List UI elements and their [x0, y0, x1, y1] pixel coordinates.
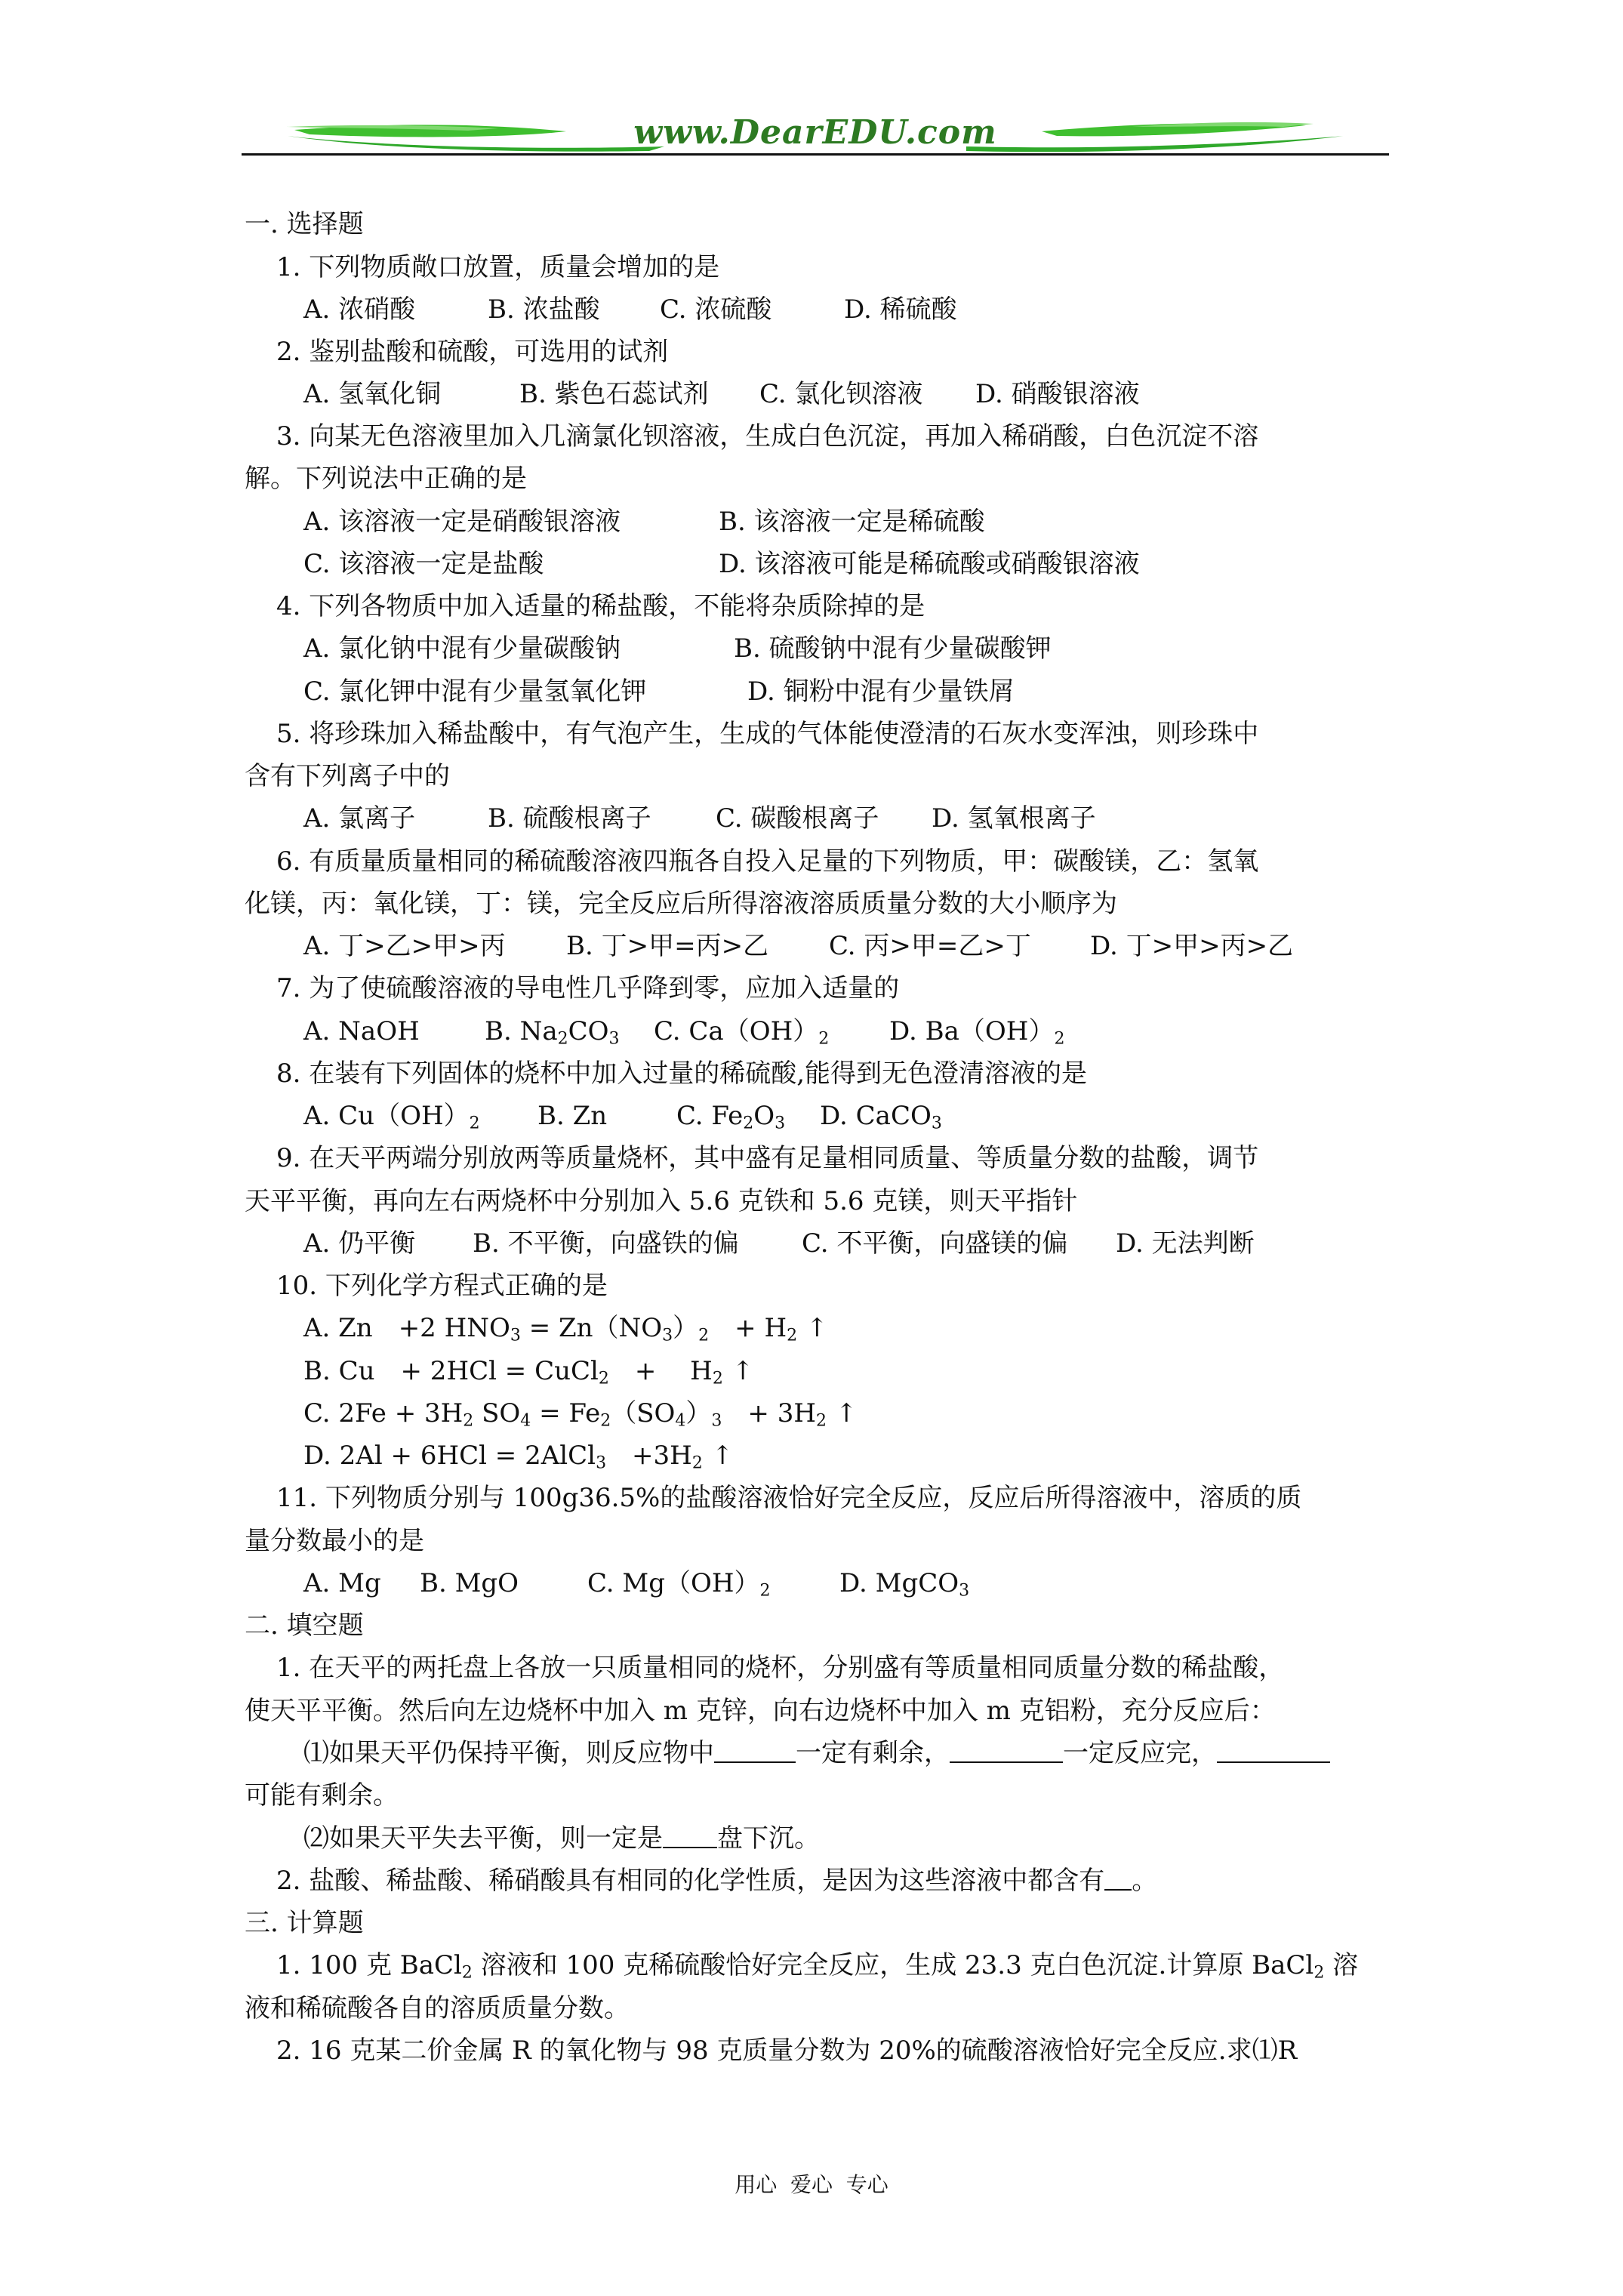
q11-option-b: B. MgO — [420, 1568, 519, 1598]
q11-option-d: D. MgCO$_3$ — [839, 1568, 970, 1601]
q7-option-c: C. $Ca(OH)_2$ — [654, 1016, 830, 1049]
q5-stem-line2: 含有下列离子中的 — [245, 761, 450, 791]
q1-option-c: C. 浓硫酸 — [660, 294, 772, 325]
answer-blank[interactable] — [663, 1826, 717, 1848]
q6-option-d: D. 丁>甲>丙>乙 — [1090, 931, 1294, 961]
q1-stem: 1. 下列物质敞口放置，质量会增加的是 — [276, 252, 720, 282]
f1-stem-line1: 1. 在天平的两托盘上各放一只质量相同的烧杯，分别盛有等质量相同质量分数的稀盐酸， — [276, 1653, 1285, 1683]
section-heading-calc: 三. 计算题 — [245, 1908, 364, 1938]
q9-option-a: A. 仍平衡 — [303, 1228, 416, 1259]
q6-stem-line2: 化镁，丙：氧化镁，丁：镁，完全反应后所得溶液溶质质量分数的大小顺序为 — [245, 889, 1117, 919]
f1-part1: ⑴如果天平仍保持平衡，则反应物中 一定有剩余， 一定反应完， — [303, 1740, 1330, 1766]
q9-option-b: B. 不平衡，向盛铁的偏 — [473, 1228, 739, 1259]
q9-stem-line2: 天平平衡，再向左右两烧杯中分别加入 5.6 克铁和 5.6 克镁，则天平指针 — [245, 1186, 1078, 1216]
q9-option-c: C. 不平衡，向盛镁的偏 — [802, 1228, 1068, 1259]
q7-option-d: D. $Ba(OH)_2$ — [889, 1016, 1065, 1049]
header-divider — [242, 153, 1389, 156]
q3-option-c: C. 该溶液一定是盐酸 — [303, 549, 544, 579]
q6-option-a: A. 丁>乙>甲>丙 — [303, 931, 506, 961]
q3-option-a: A. 该溶液一定是硝酸银溶液 — [303, 507, 621, 537]
q6-option-b: B. 丁>甲=丙>乙 — [566, 931, 769, 961]
page-footer: 用心 爱心 专心 — [735, 2172, 888, 2197]
q4-option-d: D. 铜粉中混有少量铁屑 — [747, 676, 1015, 707]
q4-option-a: A. 氯化钠中混有少量碳酸钠 — [303, 633, 621, 664]
q11-option-c: C. $Mg(OH)_2$ — [587, 1568, 771, 1601]
answer-blank[interactable] — [950, 1740, 1063, 1763]
f1-part1-tail: 可能有剩余。 — [245, 1780, 399, 1811]
q7-option-b: B. $Na_2CO_3$ — [485, 1016, 620, 1049]
q2-option-d: D. 硝酸银溶液 — [975, 379, 1140, 409]
q8-option-b: B. Zn — [537, 1101, 608, 1131]
q11-stem-line2: 量分数最小的是 — [245, 1526, 424, 1556]
q3-option-d: D. 该溶液可能是稀硫酸或硝酸银溶液 — [719, 549, 1140, 579]
answer-blank[interactable] — [1104, 1868, 1132, 1891]
answer-blank[interactable] — [1217, 1740, 1330, 1763]
q7-option-a: A. NaOH — [303, 1016, 420, 1046]
q8-option-c: C. $Fe_2O_3$ — [676, 1101, 786, 1133]
q7-stem: 7. 为了使硫酸溶液的导电性几乎降到零，应加入适量的 — [276, 973, 900, 1003]
q10-option-d: D. 2Al + 6HCl = 2AlCl$_3$ $+3H_2$ ↑ — [303, 1441, 734, 1473]
q5-stem-line1: 5. 将珍珠加入稀盐酸中，有气泡产生，生成的气体能使澄清的石灰水变浑浊，则珍珠中 — [276, 719, 1259, 749]
q6-option-c: C. 丙>甲=乙>丁 — [829, 931, 1031, 961]
q4-stem: 4. 下列各物质中加入适量的稀盐酸，不能将杂质除掉的是 — [276, 591, 925, 621]
q10-stem: 10. 下列化学方程式正确的是 — [276, 1271, 608, 1301]
q2-option-b: B. 紫色石蕊试剂 — [519, 379, 709, 409]
q11-stem-line1: 11. 下列物质分别与 100g36.5%的盐酸溶液恰好完全反应，反应后所得溶液中，溶质的质 — [276, 1483, 1302, 1513]
q8-option-a: A. $Cu(OH)_2$ — [303, 1101, 480, 1133]
q5-option-a: A. 氯离子 — [303, 803, 416, 834]
q3-stem-line2: 解。下列说法中正确的是 — [245, 464, 527, 494]
q11-option-a: A. Mg — [303, 1568, 381, 1598]
f2-line: 2. 盐酸、稀盐酸、稀硝酸具有相同的化学性质，是因为这些溶液中都含有 。 — [276, 1866, 1158, 1896]
c2-line1: 2. 16 克某二价金属 R 的氧化物与 98 克质量分数为 20%的硫酸溶液恰好完全反应.求⑴R — [276, 2036, 1298, 2066]
q2-option-a: A. 氢氧化铜 — [303, 379, 442, 409]
gas-arrow-icon: ↑ — [731, 1356, 754, 1386]
q3-option-b: B. 该溶液一定是稀硫酸 — [719, 507, 985, 537]
q1-option-d: D. 稀硫酸 — [844, 294, 957, 325]
f1-part2: ⑵如果天平失去平衡，则一定是 盘下沉。 — [303, 1823, 820, 1854]
c1-line1: 1. 100 克 BaCl$_2$ 溶液和 100 克稀硫酸恰好完全反应，生成 23.3 克白色沉淀.计算原 BaCl$_2$ 溶 — [276, 1950, 1359, 1983]
q10-option-c: C. $2Fe + 3H_2$ $SO_4 = Fe_2(SO_4)_3$ + $3H_2$ ↑ — [303, 1398, 858, 1431]
q9-option-d: D. 无法判断 — [1116, 1228, 1255, 1259]
section-heading-fill: 二. 填空题 — [245, 1610, 364, 1641]
q10-option-b: B. Cu + 2HCl = CuCl$_2$ + $H_2$ ↑ — [303, 1356, 754, 1388]
f1-stem-line2: 使天平平衡。然后向左边烧杯中加入 m 克锌，向右边烧杯中加入 m 克铝粉，充分反应后： — [245, 1696, 1276, 1726]
q5-option-d: D. 氢氧根离子 — [932, 803, 1096, 834]
q6-stem-line1: 6. 有质量质量相同的稀硫酸溶液四瓶各自投入足量的下列物质，甲：碳酸镁，乙：氢氧 — [276, 846, 1259, 877]
q9-stem-line1: 9. 在天平两端分别放两等质量烧杯，其中盛有足量相同质量、等质量分数的盐酸，调节 — [276, 1143, 1259, 1173]
q8-option-d: D. CaCO$_3$ — [820, 1101, 942, 1133]
q3-stem-line1: 3. 向某无色溶液里加入几滴氯化钡溶液，生成白色沉淀，再加入稀硝酸，白色沉淀不溶 — [276, 421, 1259, 451]
q2-option-c: C. 氯化钡溶液 — [759, 379, 923, 409]
q10-option-a: A. Zn +2 $HNO_3 = Zn(NO_3)_2$ + $H_2$ ↑ — [303, 1313, 828, 1345]
section-heading-choice: 一. 选择题 — [245, 209, 364, 239]
answer-blank[interactable] — [714, 1740, 796, 1763]
q5-option-b: B. 硫酸根离子 — [488, 803, 651, 834]
gas-arrow-icon: ↑ — [806, 1313, 828, 1343]
q4-option-c: C. 氯化钾中混有少量氢氧化钾 — [303, 676, 647, 707]
site-title: www.DearEDU.com — [633, 113, 997, 152]
q8-stem: 8. 在装有下列固体的烧杯中加入过量的稀硫酸,能得到无色澄清溶液的是 — [276, 1059, 1088, 1089]
gas-arrow-icon: ↑ — [836, 1398, 858, 1428]
gas-arrow-icon: ↑ — [711, 1441, 734, 1471]
q5-option-c: C. 碳酸根离子 — [716, 803, 879, 834]
page-header — [242, 106, 1389, 166]
q1-option-b: B. 浓盐酸 — [488, 294, 600, 325]
q2-stem: 2. 鉴别盐酸和硫酸，可选用的试剂 — [276, 337, 669, 367]
q1-option-a: A. 浓硝酸 — [303, 294, 416, 325]
c1-line2: 液和稀硫酸各自的溶质质量分数。 — [245, 1993, 630, 2023]
q4-option-b: B. 硫酸钠中混有少量碳酸钾 — [734, 633, 1052, 664]
